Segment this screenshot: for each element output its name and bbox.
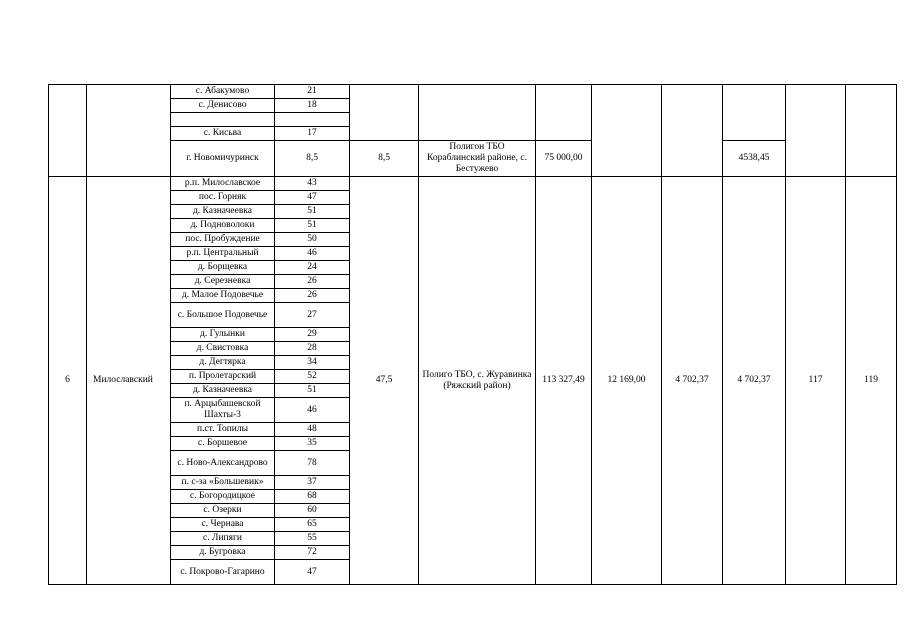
locality-cell: с. Кисьва (171, 127, 275, 141)
capacity-cell: 75 000,00 (536, 141, 592, 177)
distance-cell: 46 (275, 398, 350, 423)
locality-cell: п. Пролетарский (171, 370, 275, 384)
district-cell (87, 85, 171, 177)
locality-cell: п. с-за «Большевик» (171, 476, 275, 490)
locality-cell: с. Чернава (171, 518, 275, 532)
distance-cell: 35 (275, 437, 350, 451)
distance-cell: 50 (275, 233, 350, 247)
landfill-cell: Полиго ТБО, с. Журавинка (Ряжский район) (419, 177, 536, 585)
locality-cell: с. Озерки (171, 504, 275, 518)
col8-cell (662, 85, 723, 177)
landfill-cell: Полигон ТБО Кораблинский районе, с. Бестужево (419, 141, 536, 177)
data-table (48, 84, 897, 585)
distance-cell: 52 (275, 370, 350, 384)
distance-cell: 51 (275, 219, 350, 233)
locality-cell: г. Новомичуринск (171, 141, 275, 177)
locality-cell: д. Борщевка (171, 261, 275, 275)
distance-cell: 37 (275, 476, 350, 490)
distance-cell: 27 (275, 303, 350, 328)
distance-cell: 21 (275, 85, 350, 99)
distance-cell: 47 (275, 191, 350, 205)
distance-cell: 46 (275, 247, 350, 261)
avg-distance-cell: 47,5 (350, 177, 419, 585)
number-cell (49, 85, 87, 177)
distance-cell: 17 (275, 127, 350, 141)
col9-cell: 4 702,37 (723, 177, 786, 585)
locality-cell: с. Боршевое (171, 437, 275, 451)
distance-cell: 51 (275, 384, 350, 398)
locality-cell (171, 113, 275, 127)
distance-cell: 8,5 (275, 141, 350, 177)
locality-cell: д. Серезневка (171, 275, 275, 289)
locality-cell: р.п. Центральный (171, 247, 275, 261)
locality-cell: с. Абакумово (171, 85, 275, 99)
capacity-cell: 113 327,49 (536, 177, 592, 585)
locality-cell: с. Покрово-Гагарино (171, 560, 275, 585)
locality-cell: с. Денисово (171, 99, 275, 113)
locality-cell: д. Бугровка (171, 546, 275, 560)
landfill-cell (419, 85, 536, 141)
distance-cell (275, 113, 350, 127)
distance-cell: 48 (275, 423, 350, 437)
locality-cell: д. Подноволоки (171, 219, 275, 233)
distance-cell: 26 (275, 289, 350, 303)
locality-cell: д. Казначеевка (171, 384, 275, 398)
locality-cell: с. Большое Подовечье (171, 303, 275, 328)
number-cell: 6 (49, 177, 87, 585)
locality-cell: п.ст. Топилы (171, 423, 275, 437)
distance-cell: 55 (275, 532, 350, 546)
locality-cell: с. Богородицкое (171, 490, 275, 504)
col9-cell (723, 85, 786, 141)
locality-cell: д. Свистовка (171, 342, 275, 356)
locality-cell: пос. Пробуждение (171, 233, 275, 247)
distance-cell: 78 (275, 451, 350, 476)
col7-cell: 12 169,00 (592, 177, 662, 585)
locality-cell: пос. Горняк (171, 191, 275, 205)
locality-cell: д. Гулынки (171, 328, 275, 342)
locality-cell: д. Дегтярка (171, 356, 275, 370)
locality-cell: д. Казначеевка (171, 205, 275, 219)
table-row (49, 141, 897, 177)
distance-cell: 60 (275, 504, 350, 518)
distance-cell: 28 (275, 342, 350, 356)
col10-cell (786, 85, 846, 177)
table-row (49, 177, 897, 191)
table-row (49, 85, 897, 99)
distance-cell: 26 (275, 275, 350, 289)
district-cell: Милославский (87, 177, 171, 585)
distance-cell: 51 (275, 205, 350, 219)
distance-cell: 29 (275, 328, 350, 342)
capacity-cell (536, 85, 592, 141)
distance-cell: 72 (275, 546, 350, 560)
locality-cell: с. Липяги (171, 532, 275, 546)
locality-cell: с. Ново-Александрово (171, 451, 275, 476)
distance-cell: 34 (275, 356, 350, 370)
locality-cell: д. Малое Подовечье (171, 289, 275, 303)
col11-cell: 119 (846, 177, 897, 585)
avg-distance-cell: 8,5 (350, 141, 419, 177)
distance-cell: 24 (275, 261, 350, 275)
col8-cell: 4 702,37 (662, 177, 723, 585)
col10-cell: 117 (786, 177, 846, 585)
avg-distance-cell (350, 85, 419, 141)
col11-cell (846, 85, 897, 177)
distance-cell: 43 (275, 177, 350, 191)
distance-cell: 65 (275, 518, 350, 532)
locality-cell: п. Арцыбашевской Шахты-3 (171, 398, 275, 423)
col7-cell (592, 85, 662, 177)
locality-cell: р.п. Милославское (171, 177, 275, 191)
distance-cell: 68 (275, 490, 350, 504)
distance-cell: 18 (275, 99, 350, 113)
col9-cell: 4538,45 (723, 141, 786, 177)
distance-cell: 47 (275, 560, 350, 585)
